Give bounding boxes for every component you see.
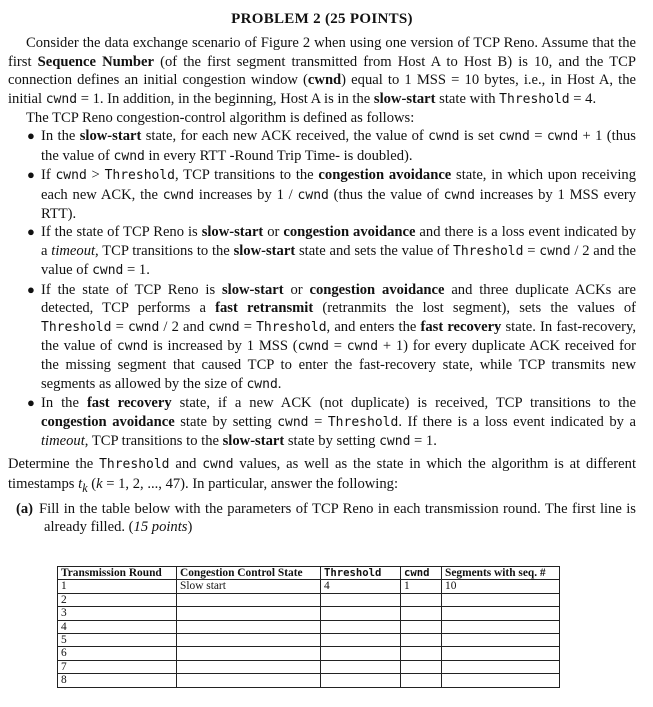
rule-item: ● If the state of TCP Reno is slow-start or congestion avoidance and three duplicate ACKs are detected, TCP performs a fast retransmit (retranmits the lost segment), sets the values of Threshold = cwnd / 2 and cwnd = Threshold, and enters the fast recovery state. In fast-recovery, the value of cwnd is increased by 1 MSS (cwnd = cwnd + 1) for every duplicate ACK received for the missing segment that caused TCP to enter the fast-recovery state, while TCP transmits new segments as allowed by the size of cwnd. — [27, 281, 636, 392]
table-header-row — [58, 567, 560, 580]
algorithm-rules-list — [8, 127, 636, 451]
cell-round: 3 — [58, 607, 177, 620]
header-transmission-round: Transmission Round — [58, 567, 177, 580]
table-row — [58, 620, 560, 633]
rule-item: ● In the fast recovery state, if a new ACK (not duplicate) is received, TCP transitions to the congestion avoidance state by setting cwnd = Threshold. If there is a loss event indicated by a timeout, TCP transitions to the slow-start state by setting cwnd = 1. — [27, 395, 637, 449]
cell-state: Slow start — [177, 580, 321, 593]
bullet-icon: ● — [27, 224, 35, 240]
intro-paragraph: Consider the data exchange scenario of Figure 2 when using one version of TCP Reno. Assume that the first Sequence Number (of the first segment transmitted from Host A to Host B) is 10, and the TCP connection defines an initial congestion window (cwnd) equal to 1 MSS = 10 bytes, i.e., in Host A, the initial cwnd = 1. In addition, in the beginning, Host A is in the slow-start state with Threshold = 4. — [8, 35, 636, 107]
cell-cwnd[interactable] — [401, 634, 442, 647]
table-row — [58, 593, 560, 606]
table-row — [58, 660, 560, 673]
task-a-text: Fill in the table below with the parameters of TCP Reno in each transmission round. The first line is already filled. (15 points) — [39, 501, 636, 536]
cell-round: 2 — [58, 593, 177, 606]
cell-state[interactable] — [177, 620, 321, 633]
bullet-icon: ● — [27, 128, 35, 144]
determine-paragraph: Determine the Threshold and cwnd values, as well as the state in which the algorithm is at different timestamps $t_k$ (k = 1, 2, ..., 47). In particular, answer the following: — [8, 456, 636, 495]
cell-round: 1 — [58, 580, 177, 593]
cell-cwnd[interactable] — [401, 674, 442, 687]
cell-segments[interactable] — [442, 647, 560, 660]
cell-round: 5 — [58, 634, 177, 647]
cell-round: 8 — [58, 674, 177, 687]
rule-item: ● If cwnd > Threshold, TCP transitions to the congestion avoidance state, in which upon receiving each new ACK, the cwnd increases by 1 / cwnd (thus the value of cwnd increases by 1 MSS every RTT). — [27, 167, 637, 223]
cell-cwnd[interactable] — [401, 620, 442, 633]
cell-cwnd[interactable] — [401, 607, 442, 620]
header-cwnd: cwnd — [401, 567, 442, 580]
cell-cwnd[interactable] — [401, 660, 442, 673]
cell-threshold: 4 — [321, 580, 401, 593]
cell-threshold[interactable] — [321, 634, 401, 647]
rule-item: ● In the slow-start state, for each new ACK received, the value of cwnd is set cwnd = cwnd + 1 (thus the value of cwnd in every RTT -Round Trip Time- is doubled). — [27, 128, 636, 164]
cell-segments[interactable] — [442, 620, 560, 633]
cell-segments[interactable] — [442, 660, 560, 673]
cell-state[interactable] — [177, 647, 321, 660]
bullet-icon: ● — [27, 395, 35, 411]
cell-threshold[interactable] — [321, 660, 401, 673]
cell-state[interactable] — [177, 674, 321, 687]
problem-title: PROBLEM 2 (25 POINTS) — [231, 11, 413, 27]
task-a-label: (a) — [16, 501, 34, 518]
header-congestion-state: Congestion Control State — [177, 567, 321, 580]
cell-round: 6 — [58, 647, 177, 660]
algorithm-intro: The TCP Reno congestion-control algorithm is defined as follows: — [26, 110, 415, 127]
cell-state[interactable] — [177, 593, 321, 606]
cell-threshold[interactable] — [321, 647, 401, 660]
task-a — [8, 500, 636, 537]
cell-state[interactable] — [177, 607, 321, 620]
cell-threshold[interactable] — [321, 593, 401, 606]
cell-threshold[interactable] — [321, 620, 401, 633]
tcp-reno-table — [57, 566, 560, 688]
header-threshold: Threshold — [321, 567, 401, 580]
cell-state[interactable] — [177, 634, 321, 647]
table-row — [58, 674, 560, 687]
table-row — [58, 607, 560, 620]
problem-page — [8, 10, 636, 537]
cell-cwnd[interactable] — [401, 593, 442, 606]
table-row — [58, 580, 560, 593]
cell-round: 4 — [58, 620, 177, 633]
cell-cwnd[interactable] — [401, 647, 442, 660]
cell-segments[interactable] — [442, 634, 560, 647]
cell-state[interactable] — [177, 660, 321, 673]
table-row — [58, 647, 560, 660]
rule-item: ● If the state of TCP Reno is slow-start or congestion avoidance and there is a loss event indicated by a timeout, TCP transitions to the slow-start state and sets the value of Threshold = cwnd / 2 and the value of cwnd = 1. — [27, 224, 637, 279]
cell-segments[interactable] — [442, 593, 560, 606]
cell-cwnd: 1 — [401, 580, 442, 593]
cell-segments[interactable] — [442, 607, 560, 620]
bullet-icon: ● — [27, 167, 35, 183]
cell-segments[interactable] — [442, 674, 560, 687]
cell-threshold[interactable] — [321, 607, 401, 620]
cell-threshold[interactable] — [321, 674, 401, 687]
bullet-icon: ● — [27, 281, 35, 297]
table-row — [58, 634, 560, 647]
cell-segments: 10 — [442, 580, 560, 593]
header-segments: Segments with seq. # — [442, 567, 560, 580]
cell-round: 7 — [58, 660, 177, 673]
